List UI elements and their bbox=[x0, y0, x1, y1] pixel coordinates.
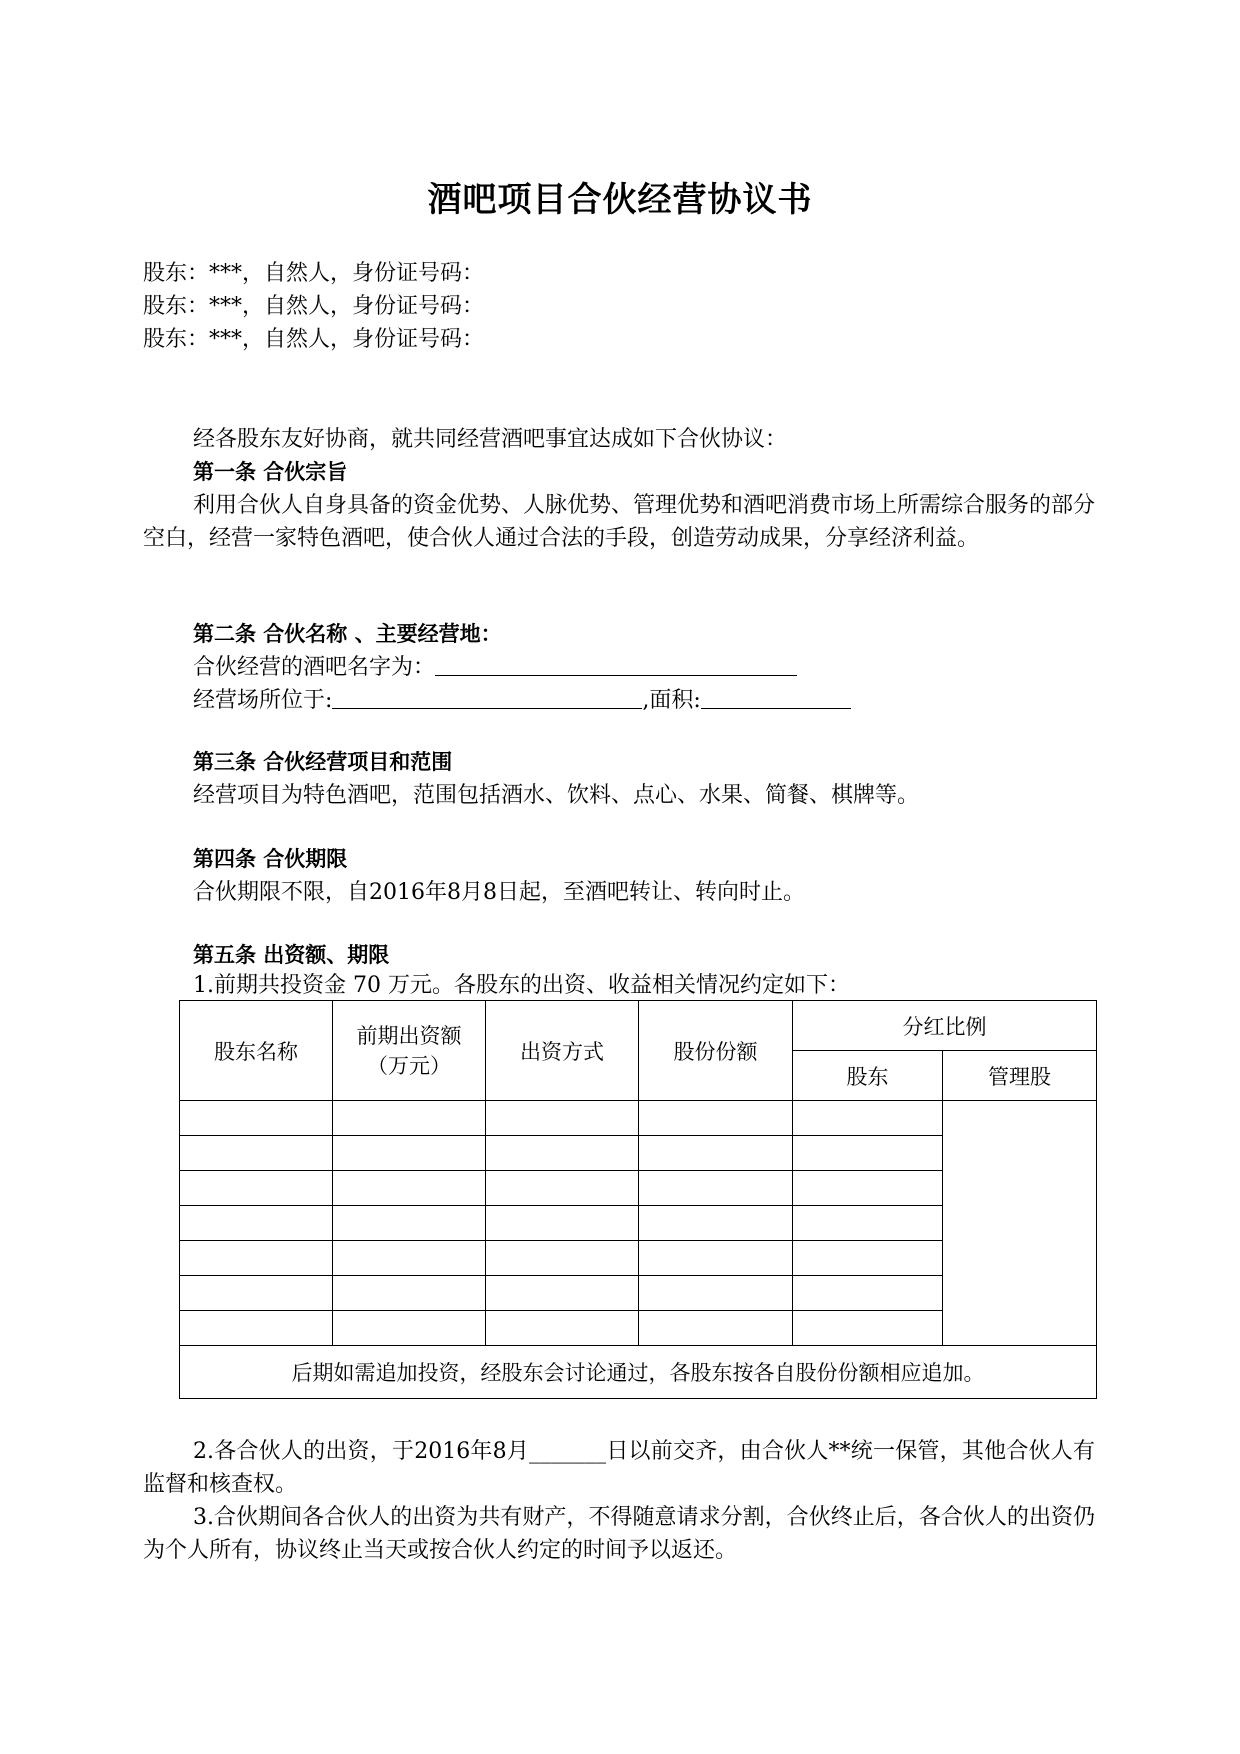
table-cell bbox=[180, 1276, 333, 1311]
table-cell bbox=[639, 1241, 793, 1276]
table-cell bbox=[180, 1136, 333, 1171]
table-cell bbox=[180, 1206, 333, 1241]
bar-name-label: 合伙经营的酒吧名字为： bbox=[193, 655, 436, 680]
table-cell bbox=[180, 1101, 333, 1136]
location-blank bbox=[332, 686, 642, 709]
table-cell bbox=[793, 1241, 943, 1276]
table-cell bbox=[639, 1171, 793, 1206]
col-header-name: 股东名称 bbox=[180, 1001, 333, 1101]
article4-heading: 第四条 合伙期限 bbox=[193, 847, 348, 871]
shareholder-line: 股东：***，自然人，身份证号码： bbox=[143, 294, 485, 319]
table-cell bbox=[486, 1276, 639, 1311]
shareholder-line: 股东：***，自然人，身份证号码： bbox=[143, 327, 485, 352]
table-cell bbox=[639, 1206, 793, 1241]
col-header-amount-line1: 前期出资额 bbox=[356, 1023, 462, 1048]
table-cell bbox=[486, 1206, 639, 1241]
table-cell bbox=[639, 1311, 793, 1346]
article2-heading: 第二条 合伙名称 、主要经营地： bbox=[193, 622, 502, 646]
article4-body: 合伙期限不限，自2016年8月8日起，至酒吧转让、转向时止。 bbox=[193, 880, 805, 905]
table-cell bbox=[333, 1206, 486, 1241]
table-cell bbox=[639, 1276, 793, 1311]
table-cell bbox=[793, 1101, 943, 1136]
table-footer-note: 后期如需追加投资，经股东会讨论通过，各股东按各自股份份额相应追加。 bbox=[180, 1346, 1097, 1399]
table-cell bbox=[793, 1206, 943, 1241]
bar-name-blank bbox=[435, 653, 797, 676]
document-title: 酒吧项目合伙经营协议书 bbox=[427, 180, 813, 220]
management-share-cell bbox=[943, 1101, 1097, 1346]
col-header-method: 出资方式 bbox=[486, 1001, 639, 1101]
table-cell bbox=[486, 1171, 639, 1206]
shareholder-line: 股东：***，自然人，身份证号码： bbox=[143, 261, 485, 286]
table-cell bbox=[333, 1101, 486, 1136]
article3-body: 经营项目为特色酒吧，范围包括酒水、饮料、点心、水果、简餐、棋牌等。 bbox=[193, 783, 920, 808]
table-row bbox=[180, 1101, 1097, 1136]
intro-text: 经各股东友好协商，就共同经营酒吧事宜达成如下合伙协议： bbox=[193, 427, 788, 452]
table-cell bbox=[333, 1276, 486, 1311]
table-cell bbox=[333, 1136, 486, 1171]
article5-item2: 2.各合伙人的出资，于2016年8月_______日以前交齐，由合伙人**统一保管，其他合伙人有监督和核查权。 bbox=[143, 1439, 1095, 1497]
col-header-amount-line2: （万元） bbox=[367, 1053, 451, 1078]
subheader-management: 管理股 bbox=[943, 1051, 1097, 1101]
col-header-shares: 股份份额 bbox=[639, 1001, 793, 1101]
table-cell bbox=[180, 1241, 333, 1276]
article5-heading: 第五条 出资额、期限 bbox=[193, 943, 390, 967]
table-cell bbox=[793, 1136, 943, 1171]
area-label: ,面积: bbox=[642, 688, 701, 713]
table-cell bbox=[333, 1241, 486, 1276]
location-line bbox=[193, 684, 851, 717]
location-label: 经营场所位于: bbox=[193, 688, 333, 713]
table-cell bbox=[486, 1311, 639, 1346]
col-header-amount bbox=[333, 1001, 486, 1101]
article1-body: 利用合伙人自身具备的资金优势、人脉优势、管理优势和酒吧消费市场上所需综合服务的部分空白，经营一家特色酒吧，使合伙人通过合法的手段，创造劳动成果，分享经济利益。 bbox=[143, 493, 1096, 551]
subheader-shareholder: 股东 bbox=[793, 1051, 943, 1101]
area-blank bbox=[701, 686, 851, 709]
table-cell bbox=[793, 1171, 943, 1206]
table-cell bbox=[486, 1241, 639, 1276]
table-cell bbox=[333, 1171, 486, 1206]
table-cell bbox=[486, 1101, 639, 1136]
table-cell bbox=[793, 1276, 943, 1311]
article1-heading: 第一条 合伙宗旨 bbox=[193, 460, 348, 484]
col-header-dividend: 分红比例 bbox=[793, 1001, 1097, 1051]
table-cell bbox=[180, 1311, 333, 1346]
table-cell bbox=[486, 1136, 639, 1171]
table-cell bbox=[639, 1136, 793, 1171]
bar-name-line bbox=[193, 651, 797, 684]
table-cell bbox=[333, 1311, 486, 1346]
article5-item1: 1.前期共投资金 70 万元。各股东的出资、收益相关情况约定如下： bbox=[193, 973, 850, 998]
table-cell bbox=[793, 1311, 943, 1346]
investment-table bbox=[179, 1000, 1097, 1399]
article5-item3: 3.合伙期间各合伙人的出资为共有财产，不得随意请求分割，合伙终止后，各合伙人的出资仍为个人所有，协议终止当天或按合伙人约定的时间予以返还。 bbox=[143, 1505, 1095, 1563]
table-cell bbox=[180, 1171, 333, 1206]
article3-heading: 第三条 合伙经营项目和范围 bbox=[193, 750, 453, 774]
table-cell bbox=[639, 1101, 793, 1136]
